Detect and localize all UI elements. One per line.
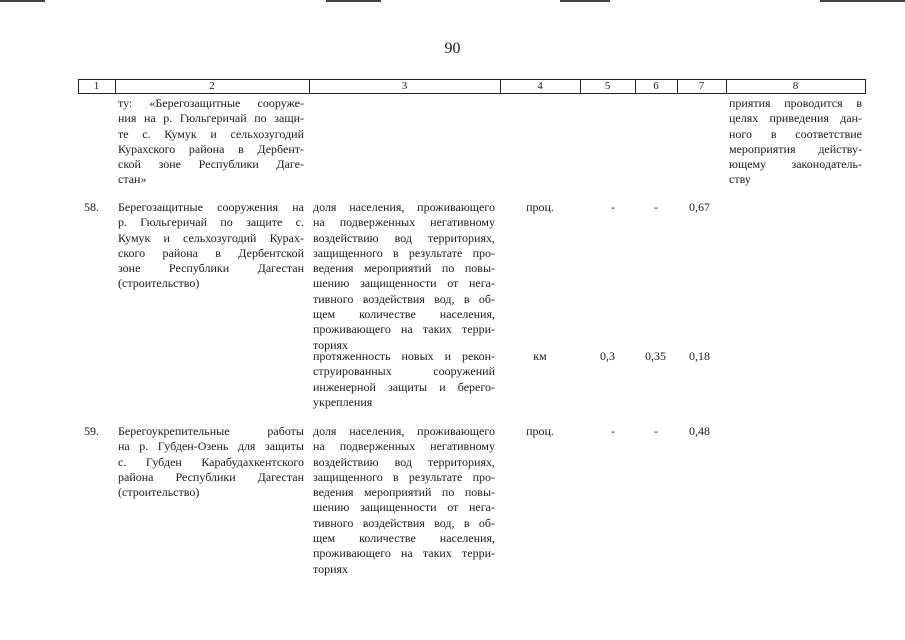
value-col5: 0,3 bbox=[600, 349, 615, 363]
text-line: шению защищенности от нега- bbox=[313, 276, 495, 291]
top-edge-rule-right bbox=[820, 0, 905, 2]
text-line: воздействию вод территориях, bbox=[313, 454, 495, 469]
text-line: на подверженных негативному bbox=[313, 439, 495, 454]
value-col7: 0,48 bbox=[689, 424, 710, 438]
column-number-4: 4 bbox=[537, 80, 543, 92]
text-line: тивного воздействия вод, в об- bbox=[313, 291, 495, 306]
text-line: ведения мероприятий по повы- bbox=[313, 261, 495, 276]
top-edge-rule-left bbox=[0, 0, 45, 2]
text-line: приятия проводится в bbox=[729, 96, 862, 110]
row-number: 59. bbox=[84, 424, 99, 438]
text-line: с. Губден Карабудахкентского bbox=[118, 454, 304, 469]
unit: проц. bbox=[526, 424, 554, 438]
text-line: ториях bbox=[313, 561, 349, 576]
text-line: Берегозащитные сооружения на bbox=[118, 200, 304, 214]
value-col6: 0,35 bbox=[645, 349, 666, 363]
text-line: ству bbox=[729, 172, 751, 187]
text-line: на р. Губден-Озень для защиты bbox=[118, 439, 304, 454]
text-line: ту: «Берегозащитные сооруже- bbox=[118, 96, 304, 110]
text-line: проживающего на таких терри- bbox=[313, 546, 495, 561]
column-number-3: 3 bbox=[401, 80, 408, 92]
top-edge-rule-mid2 bbox=[560, 0, 610, 2]
project-name bbox=[118, 424, 304, 500]
continuation-project-name bbox=[118, 96, 304, 188]
text-line: проживающего на таких терри- bbox=[313, 322, 495, 337]
project-name bbox=[118, 200, 304, 292]
column-number-2: 2 bbox=[209, 80, 215, 92]
text-line: на подверженных негативному bbox=[313, 215, 495, 230]
value-col7: 0,18 bbox=[689, 349, 710, 363]
text-line: стан» bbox=[118, 172, 147, 187]
column-number-6: 6 bbox=[653, 80, 659, 92]
page-number: 90 bbox=[444, 40, 461, 57]
text-line: воздействию вод территориях, bbox=[313, 230, 495, 245]
unit: проц. bbox=[526, 200, 554, 214]
text-line: доля населения, проживающего bbox=[313, 200, 495, 214]
text-line: ного в соответствие bbox=[729, 126, 862, 141]
text-line: шению защищенности от нега- bbox=[313, 500, 495, 515]
text-line: ториях bbox=[313, 337, 349, 352]
text-line: зоне Республики Дагестан bbox=[118, 261, 304, 276]
text-line: Берегоукрепительные работы bbox=[118, 424, 304, 438]
column-number-7: 7 bbox=[698, 80, 705, 92]
indicator-description bbox=[313, 349, 495, 410]
text-line: целях приведения дан- bbox=[729, 111, 862, 126]
text-line: те с. Кумук и сельхозугодий bbox=[118, 126, 304, 141]
text-line: ющему законодатель- bbox=[729, 157, 862, 172]
text-line: р. Гюльгеричай по защите с. bbox=[118, 215, 304, 230]
value-col5: - bbox=[611, 424, 615, 438]
value-col6: - bbox=[654, 200, 658, 214]
text-line: Курахского района в Дербент- bbox=[118, 141, 304, 156]
indicator-description bbox=[313, 424, 495, 577]
text-line: инженерной защиты и берего- bbox=[313, 379, 495, 394]
indicator-description bbox=[313, 200, 495, 353]
text-line: (строительство) bbox=[118, 485, 200, 500]
value-col5: - bbox=[611, 200, 615, 214]
text-line: района Республики Дагестан bbox=[118, 469, 304, 484]
column-number-5: 5 bbox=[604, 80, 611, 92]
top-edge-rule-mid bbox=[326, 0, 381, 2]
text-line: Кумук и сельхозугодий Курах- bbox=[118, 230, 304, 245]
text-line: (строительство) bbox=[118, 276, 200, 291]
col-divider bbox=[865, 80, 866, 93]
text-line: доля населения, проживающего bbox=[313, 424, 495, 438]
value-col6: - bbox=[654, 424, 658, 438]
text-line: ния на р. Гюльгеричай по защи- bbox=[118, 111, 304, 126]
column-number-8: 8 bbox=[792, 80, 799, 92]
unit: км bbox=[533, 349, 547, 363]
value-col7: 0,67 bbox=[689, 200, 710, 214]
text-line: защищенного в результате про- bbox=[313, 245, 495, 260]
text-line: тивного воздействия вод, в об- bbox=[313, 515, 495, 530]
text-line: щем количестве населения, bbox=[313, 307, 495, 322]
column-header-row bbox=[78, 79, 866, 94]
text-line: ведения мероприятий по повы- bbox=[313, 485, 495, 500]
text-line: струированных сооружений bbox=[313, 364, 495, 379]
text-line: укрепления bbox=[313, 394, 373, 409]
row-number: 58. bbox=[84, 200, 99, 214]
text-line: протяженность новых и рекон- bbox=[313, 349, 495, 363]
text-line: щем количестве населения, bbox=[313, 531, 495, 546]
column-number-1: 1 bbox=[93, 80, 100, 92]
text-line: ской зоне Республики Даге- bbox=[118, 157, 304, 172]
text-line: ского района в Дербентской bbox=[118, 245, 304, 260]
text-line: защищенного в результате про- bbox=[313, 469, 495, 484]
text-line: мероприятия действу- bbox=[729, 141, 862, 156]
continuation-note bbox=[729, 96, 862, 188]
